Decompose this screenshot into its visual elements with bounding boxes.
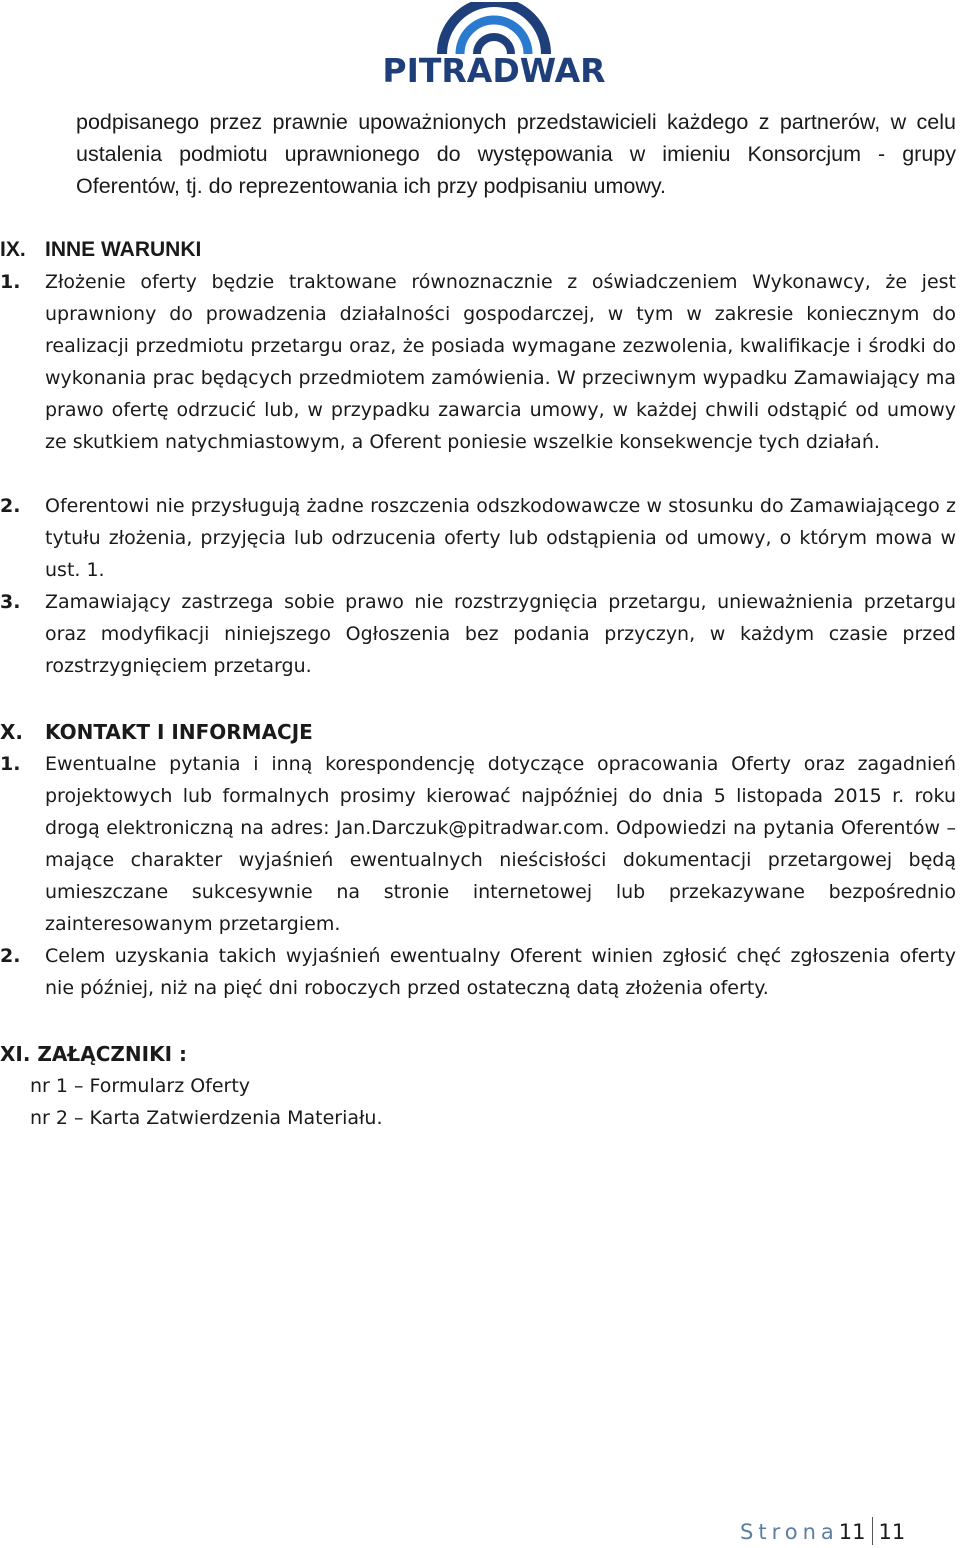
section-ix-item-2: [0, 490, 956, 586]
item-text: Złożenie oferty będzie traktowane równoznacznie z oświadczeniem Wykonawcy, że jest uprawniony do prowadzenia działalności gospodarczej, w tym w zakresie koniecznym do realizacji przedmiotu przetargu oraz, że posiada wymagane zezwolenia, kwalifikacje i środki do wykonania prac będących przedmiotem zamówienia. W przeciwnym wypadku Zamawiający ma prawo ofertę odrzucić lub, w przypadku zawarcia umowy, w każdej chwili odstąpić od umowy ze skutkiem natychmiastowym, a Oferent poniesie wszelkie konsekwencje tych działań.: [45, 271, 956, 453]
section-ix-title: INNE WARUNKI: [45, 238, 202, 261]
item-number: 2.: [0, 495, 21, 517]
item-text: Ewentualne pytania i inną korespondencję dotyczące opracowania Oferty oraz zagadnień projektowych lub formalnych prosimy kierować najpóźniej do dnia 5 listopada 2015 r. roku drogą elektroniczną na adres: Jan.Darczuk@pitradwar.com. Odpowiedzi na pytania Oferentów – mające charakter wyjaśnień ewentualnych nieścisłości dokumentacji przetargowej będą umieszczane sukcesywnie na stronie internetowej lub przekazywane bezpośrednio zainteresowanym przetargiem.: [45, 753, 956, 935]
section-ix-item-1: [0, 266, 956, 458]
attachment-item: nr 2 – Karta Zatwierdzenia Materiału.: [30, 1107, 383, 1129]
page-label: Strona: [740, 1520, 839, 1544]
item-number: 1.: [0, 753, 21, 775]
page-separator: [872, 1517, 873, 1545]
section-ix-item-3: [0, 586, 956, 682]
page-footer: [740, 1516, 940, 1548]
section-ix-heading: [0, 234, 201, 266]
item-number: 2.: [0, 945, 21, 967]
logo-text: PITRADWAR: [382, 51, 606, 86]
item-number: 3.: [0, 591, 21, 613]
company-logo: [356, 2, 632, 86]
section-x-item-1: [0, 748, 956, 940]
intro-paragraph: podpisanego przez prawnie upoważnionych przedstawicieli każdego z partnerów, w celu ustalenia podmiotu uprawnionego do występowania w imieniu Konsorcjum - grupy Oferentów, tj. do reprezentowania ich przy podpisaniu umowy.: [76, 110, 956, 198]
page-total: 11: [878, 1520, 906, 1544]
section-x-heading: [0, 716, 313, 748]
section-x-number: X.: [0, 720, 24, 744]
section-x-item-2: [0, 940, 956, 1004]
section-ix-number: IX.: [0, 238, 26, 261]
item-text: Oferentowi nie przysługują żadne roszczenia odszkodowawcze w stosunku do Zamawiającego z tytułu złożenia, przyjęcia lub odrzucenia oferty lub odstąpienia od umowy, o którym mowa w ust. 1.: [45, 495, 956, 581]
item-text: Celem uzyskania takich wyjaśnień ewentualny Oferent winien zgłosić chęć zgłoszenia oferty nie później, niż na pięć dni roboczych przed ostateczną datą złożenia oferty.: [45, 945, 956, 999]
section-xi-heading: XI. ZAŁĄCZNIKI :: [0, 1042, 187, 1066]
item-text: Zamawiający zastrzega sobie prawo nie rozstrzygnięcia przetargu, unieważnienia przetargu oraz modyfikacji niniejszego Ogłoszenia bez podania przyczyn, w każdym czasie przed rozstrzygnięciem przetargu.: [45, 591, 956, 677]
section-x-title: KONTAKT I INFORMACJE: [45, 720, 313, 744]
item-number: 1.: [0, 271, 21, 293]
attachment-item: nr 1 – Formularz Oferty: [30, 1075, 251, 1097]
page-current: 11: [838, 1520, 866, 1544]
